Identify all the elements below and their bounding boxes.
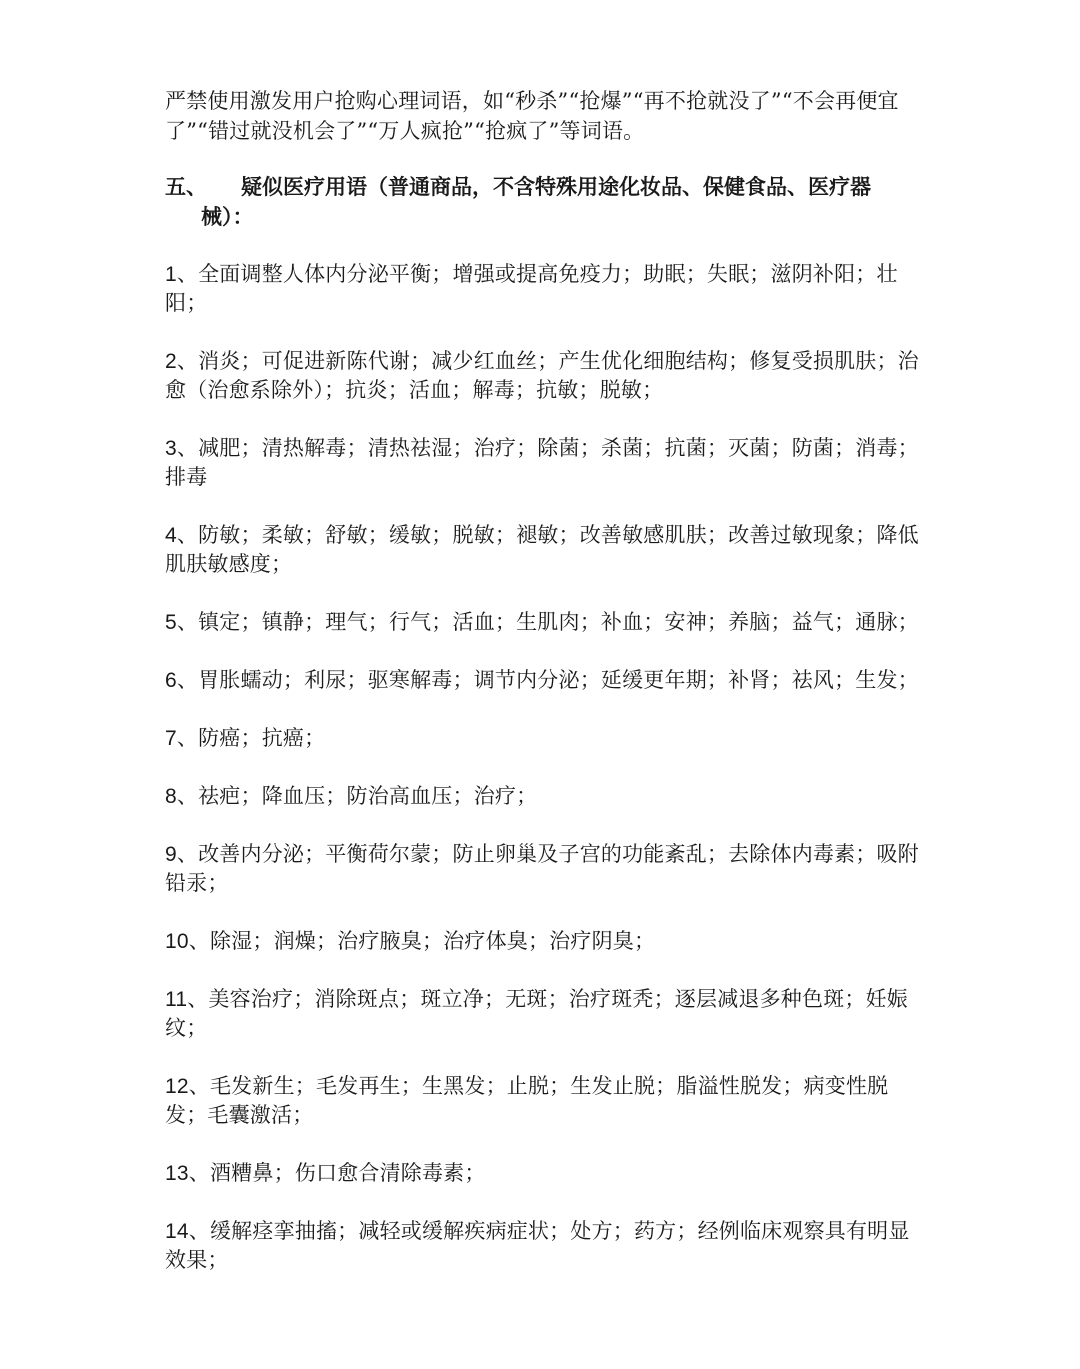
item-number: 9	[165, 843, 177, 866]
item-text: 、防敏；柔敏；舒敏；缓敏；脱敏；褪敏；改善敏感肌肤；改善过敏现象；降低肌肤敏感度；	[165, 523, 919, 576]
list-item	[165, 724, 925, 753]
section-title-continued: 械）：	[201, 204, 254, 229]
item-text: 、美容治疗；消除斑点；斑立净；无斑；治疗斑秃；逐层减退多种色斑；妊娠纹；	[165, 987, 908, 1040]
list-item	[165, 782, 925, 811]
item-number: 1	[165, 263, 177, 286]
item-text: 、缓解痉挛抽搐；减轻或缓解疾病症状；处方；药方；经例临床观察具有明显效果；	[165, 1219, 910, 1272]
item-text: 、减肥；清热解毒；清热祛湿；治疗；除菌；杀菌；抗菌；灭菌；防菌；消毒；排毒	[165, 436, 919, 489]
intro-paragraph: 严禁使用激发用户抢购心理词语，如“秒杀”“抢爆”“再不抢就没了”“不会再便宜了”“错过就没机会了”“万人疯抢”“抢疯了”等词语。	[165, 89, 899, 143]
item-number: 4	[165, 524, 177, 547]
list-item	[165, 608, 925, 637]
item-text: 、改善内分泌；平衡荷尔蒙；防止卵巢及子宫的功能紊乱；去除体内毒素；吸附铅汞；	[165, 842, 919, 895]
item-number: 2	[165, 350, 177, 373]
item-number: 12	[165, 1075, 189, 1098]
list-item	[165, 666, 925, 695]
item-text: 、除湿；润燥；治疗腋臭；治疗体臭；治疗阴臭；	[188, 929, 656, 953]
item-text: 、镇定；镇静；理气；行气；活血；生肌肉；补血；安神；养脑；益气；通脉；	[176, 610, 919, 634]
item-text: 、酒糟鼻；伤口愈合清除毒素；	[188, 1161, 486, 1185]
item-text: 、胃胀蠕动；利尿；驱寒解毒；调节内分泌；延缓更年期；补肾；祛风；生发；	[176, 668, 919, 692]
item-number: 8	[165, 785, 177, 808]
list-item	[165, 985, 925, 1043]
term-list	[165, 260, 925, 1304]
item-number: 7	[165, 727, 177, 750]
list-item	[165, 521, 925, 579]
item-text: 、毛发新生；毛发再生；生黑发；止脱；生发止脱；脂溢性脱发；病变性脱发；毛囊激活；	[165, 1074, 889, 1127]
item-text: 、防癌；抗癌；	[176, 726, 326, 750]
list-item	[165, 1217, 925, 1275]
item-number: 10	[165, 930, 189, 953]
item-number: 3	[165, 437, 177, 460]
section-number: 五、	[165, 174, 207, 199]
list-item	[165, 260, 925, 318]
section-title: 疑似医疗用语（普通商品，不含特殊用途化妆品、保健食品、医疗器	[241, 174, 871, 199]
item-text: 、全面调整人体内分泌平衡；增强或提高免疫力；助眠；失眠；滋阴补阳；壮阳；	[165, 262, 898, 315]
list-item	[165, 1072, 925, 1130]
item-text: 、祛疤；降血压；防治高血压；治疗；	[176, 784, 538, 808]
item-number: 13	[165, 1162, 189, 1185]
list-item	[165, 1159, 925, 1188]
list-item	[165, 840, 925, 898]
item-number: 14	[165, 1220, 189, 1243]
list-item	[165, 927, 925, 956]
item-number: 5	[165, 611, 177, 634]
list-item	[165, 347, 925, 405]
item-text: 、消炎；可促进新陈代谢；减少红血丝；产生优化细胞结构；修复受损肌肤；治愈（治愈系除外）；抗炎；活血；解毒；抗敏；脱敏；	[165, 349, 919, 402]
item-number: 11	[165, 988, 188, 1011]
item-number: 6	[165, 669, 177, 692]
list-item	[165, 434, 925, 492]
section-heading	[165, 172, 925, 232]
